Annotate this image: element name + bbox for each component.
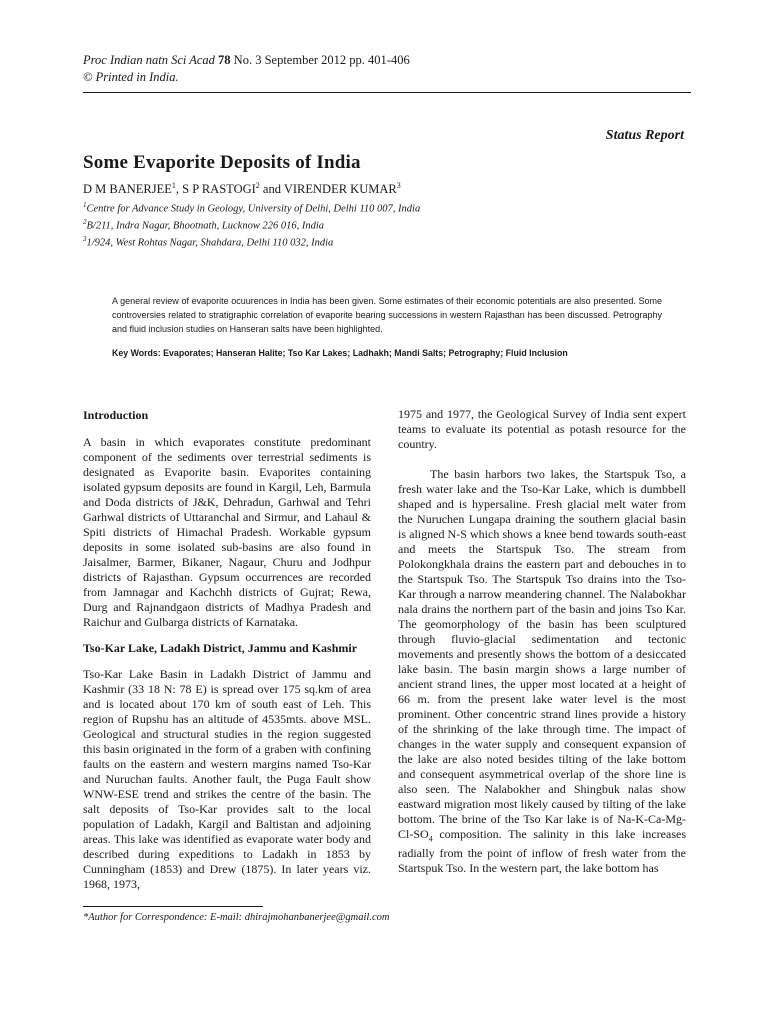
article-type: Status Report (605, 128, 684, 143)
journal-volume: 78 (218, 53, 231, 67)
abstract: A general review of evaporite ocuurences in India has been given. Some estimates of their economic potentials are also presented. Some controversies related to stratigraphic correlation of evaporite bearing successions in western Rajasthan has been discussed. Petrography and fluid inclusion studies on Hanseran salts have been highlighted. (112, 296, 662, 334)
journal-citation (83, 52, 410, 86)
keywords: Key Words: Evaporates; Hanseran Halite; Tso Kar Lakes; Ladhakh; Mandi Salts; Petrography; Fluid Inclusion (112, 348, 568, 358)
footnote-rule (83, 906, 263, 907)
affiliation-text: B/211, Indra Nagar, Bhootnath, Lucknow 226 016, India (86, 220, 325, 232)
paragraph (398, 467, 686, 876)
affiliation (83, 198, 420, 217)
section-heading: Introduction (83, 408, 149, 422)
printed-notice: © Printed in India. (83, 70, 179, 84)
journal-issue: No. 3 September 2012 pp. 401-406 (233, 53, 410, 67)
author-mark: 1 (171, 181, 176, 190)
affiliation-text: Centre for Advance Study in Geology, University of Delhi, Delhi 110 007, India (86, 203, 421, 215)
author-name: , S P RASTOGI (175, 182, 256, 197)
affiliation-text: 1/924, West Rohtas Nagar, Shahdara, Delhi 110 032, India (86, 237, 334, 249)
paper-title: Some Evaporite Deposits of India (83, 152, 361, 173)
affiliation (83, 215, 324, 234)
affiliation-mark: 3 (83, 235, 87, 243)
section-heading: Tso-Kar Lake, Ladakh District, Jammu and Kashmir (83, 641, 358, 655)
left-column (83, 408, 371, 892)
header-rule (83, 92, 691, 93)
paragraph: 1975 and 1977, the Geological Survey of India sent expert teams to evaluate its potential as potash resource for the country. (398, 407, 686, 451)
affiliation-mark: 2 (83, 218, 87, 226)
author-name: D M BANERJEE (83, 182, 172, 197)
correspondence-footnote: *Author for Correspondence: E-mail: dhirajmohanbanerjee@gmail.com (83, 912, 390, 923)
author-name: and VIRENDER KUMAR (259, 182, 397, 197)
right-column (398, 407, 686, 876)
paragraph: A basin in which evaporates constitute predominant component of the sediments over terrestrial sediments is designated as Evaporite basin. Evaporites containing isolated gypsum deposits are found in Kargil, Leh, Barmula and Doda districts of J&K, Dehradun, Garhwal and Tehri Garhwal districts of Uttaranchal and Sirmur, and Lahaul & Spiti districts of Himachal Pradesh. Workable gypsum deposits in some isolated sub-basins are also found in Jaisalmer, Barmer, Bikaner, Nagaur, Churu and Jodhpur districts of Rajasthan. Gypsum occurrences are recorded from Jamnagar and Kachchh districts of Gujrat; Rewa, Durg and Rajnandgaon districts of Madhya Pradesh and Raichur and Gulbarga districts of Karnataka. (83, 435, 371, 629)
affiliation-mark: 1 (83, 201, 87, 209)
subscript: 4 (428, 834, 433, 844)
paragraph: Tso-Kar Lake Basin in Ladakh District of Jammu and Kashmir (33 18 N: 78 E) is spread over 175 sq.km of area and is located about 170 km of south east of Leh. This region of Rupshu has an altitude of 4535mts. above MSL. Geological and structural studies in the region suggested this basin originated in the form of a graben with confining faults on the eastern and western margins named Tso-Kar and Nuruchan faults. Another fault, the Puga Fault show WNW-ESE trend and strikes the centre of the basin. The salt deposits of Tso-Kar provides salt to the local population of Ladakh, Kargil and Baltistan and adjoining areas. This lake was identified as evaporate water body and described during expeditions to Ladakh in 1853 by Cunningham (1853) and Drew (1875). In later years viz. 1968, 1973, (83, 667, 371, 891)
paragraph-text: The basin harbors two lakes, the Startspuk Tso, a fresh water lake and the Tso-Kar Lake, which is dumbbell shaped and is hypersaline. Fresh glacial melt water from the Nuruchen Lungapa draining the southern glacial basin is aligned N-S which shows a knee bend towards south-east and meets the Startspuk Tso. The stream from Polokongkhala drains the eastern part and debouches in to the Startspuk Tso. The Startspuk Tso drains into the Tso-Kar through a narrow meandering channel. The Nalabokhar nala drains the northern part of the basin and joins Tso Kar. The geomorphology of the basin has been sculptured through fluvio-glacial sedimentation and tectonic movements and presently shows the bottom of a desiccated lake basin. The basin margin shows a large number of ancient strand lines, the upper most located at a height of 66 m. from the present lake water level is the most prominent. Other concentric strand lines provide a history of the shrinking of the lake through time. The impact of changes in the water supply and consequent expansion of the lake are also noted besides tilting of the lake bottom and consequent asymmetrical overlap of the shore line is also seen. The Nalabokher and Shingbuk nalas show eastward migration most likely caused by tilting of the lake bottom. The brine of the Tso Kar lake is of Na-K-Ca-Mg-Cl-SO (398, 467, 686, 841)
author-list (83, 181, 401, 197)
author-mark: 3 (396, 181, 401, 190)
journal-name: Proc Indian natn Sci Acad (83, 53, 215, 67)
paragraph-text: composition. The salinity in this lake increases radially from the point of inflow of fresh water from the Startspuk Tso. In the western part, the lake bottom has (398, 827, 686, 876)
author-mark: 2 (255, 181, 260, 190)
affiliation (83, 232, 333, 251)
